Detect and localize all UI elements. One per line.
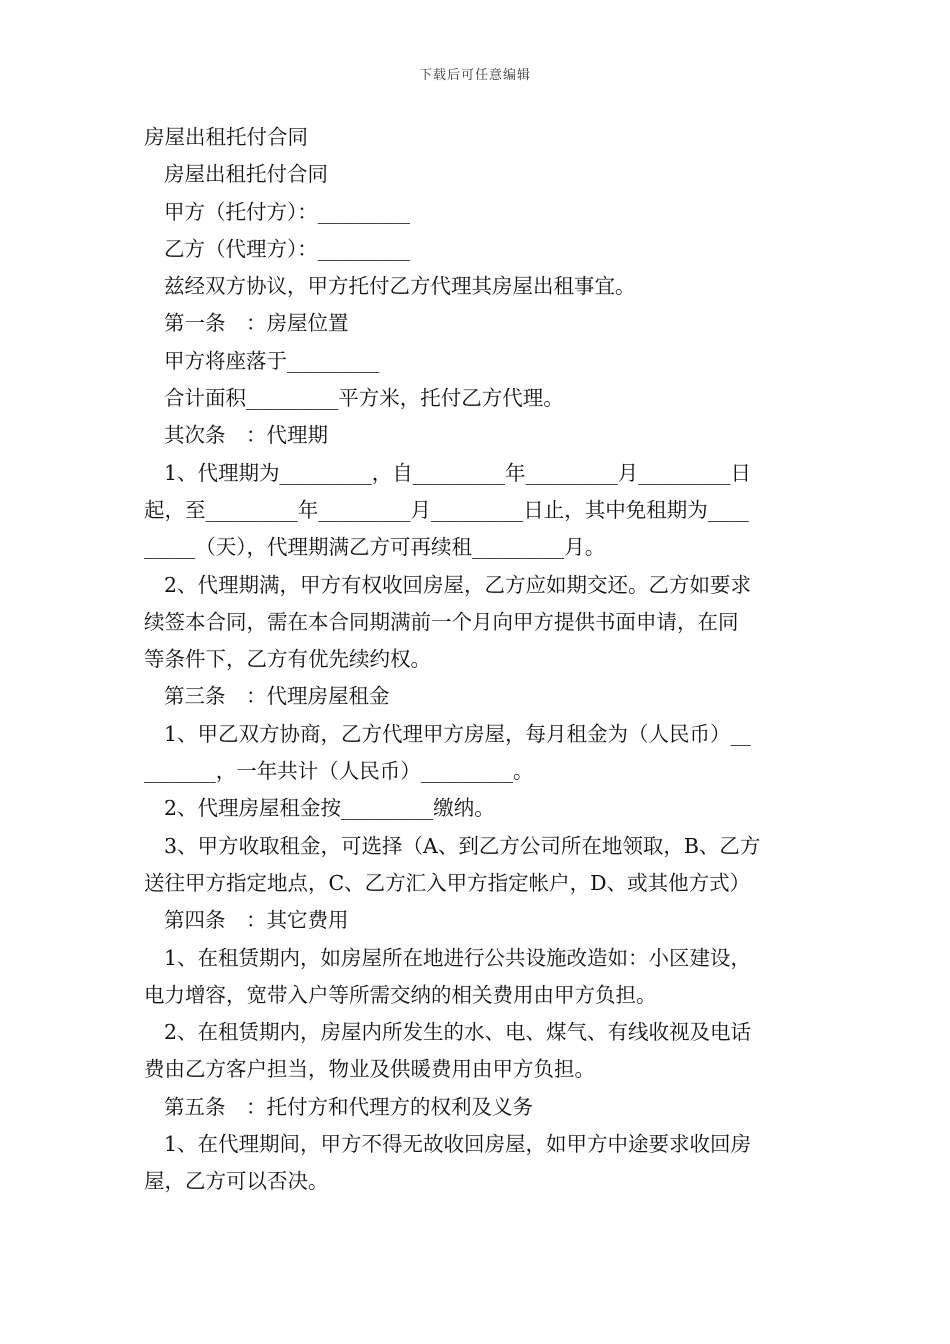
paragraph-line: 合计面积_________平方米，托付乙方代理。 [164, 386, 564, 411]
paragraph-line: 3、甲方收取租金，可选择（A、到乙方公司所在地领取，B、乙方 [164, 833, 761, 858]
preamble: 兹经双方协议，甲方托付乙方代理其房屋出租事宜。 [164, 274, 636, 299]
paragraph-line: 送往甲方指定地点，C、乙方汇入甲方指定帐户，D、或其他方式） [144, 870, 751, 895]
paragraph-line: 1、在租赁期内，如房屋所在地进行公共设施改造如：小区建设， [164, 945, 752, 970]
contract-title: 房屋出租托付合同 [164, 162, 328, 187]
paragraph-line: 1、甲乙双方协商，乙方代理甲方房屋，每月租金为（人民币）__ [164, 721, 752, 746]
article-3-heading: 第三条 ：代理房屋租金 [164, 684, 390, 709]
paragraph-line: 等条件下，乙方有优先续约权。 [144, 647, 431, 672]
paragraph-line: 1、在代理期间，甲方不得无故收回房屋，如甲方中途要求收回房 [164, 1132, 752, 1157]
party-b-line: 乙方（代理方）：_________ [164, 236, 410, 261]
document-body [144, 119, 808, 1201]
article-4-heading: 第四条 ：其它费用 [164, 908, 349, 933]
paragraph-line: 1、代理期为_________，自_________年_________月_________日 [164, 460, 752, 485]
document-title: 房屋出租托付合同 [144, 125, 308, 149]
article-2-heading: 其次条 ：代理期 [164, 423, 328, 448]
paragraph-line: 2、在租赁期内，房屋内所发生的水、电、煤气、有线收视及电话 [164, 1020, 752, 1045]
paragraph-line: 电力增容，宽带入户等所需交纳的相关费用由甲方负担。 [144, 982, 657, 1007]
party-a-line: 甲方（托付方）：_________ [164, 199, 410, 224]
paragraph-line: 甲方将座落于_________ [164, 348, 380, 373]
paragraph-line: 续签本合同，需在本合同期满前一个月向甲方提供书面申请，在同 [144, 609, 739, 634]
paragraph-line: _______，一年共计（人民币）_________。 [144, 759, 534, 784]
page-header: 下载后可任意编辑 [418, 68, 531, 83]
article-5-heading: 第五条 ：托付方和代理方的权利及义务 [164, 1094, 533, 1119]
paragraph-line: 起，至_________年_________月_________日止，其中免租期为____ [144, 497, 749, 522]
article-1-heading: 第一条 ：房屋位置 [164, 311, 349, 336]
paragraph-line: 屋，乙方可以否决。 [144, 1169, 329, 1194]
paragraph-line: 2、代理房屋租金按_________缴纳。 [164, 796, 495, 821]
paragraph-line: _____（天），代理期满乙方可再续租_________月。 [144, 535, 606, 560]
paragraph-line: 费由乙方客户担当，物业及供暖费用由甲方负担。 [144, 1057, 595, 1082]
paragraph-line: 2、代理期满，甲方有权收回房屋，乙方应如期交还。乙方如要求 [164, 572, 752, 597]
